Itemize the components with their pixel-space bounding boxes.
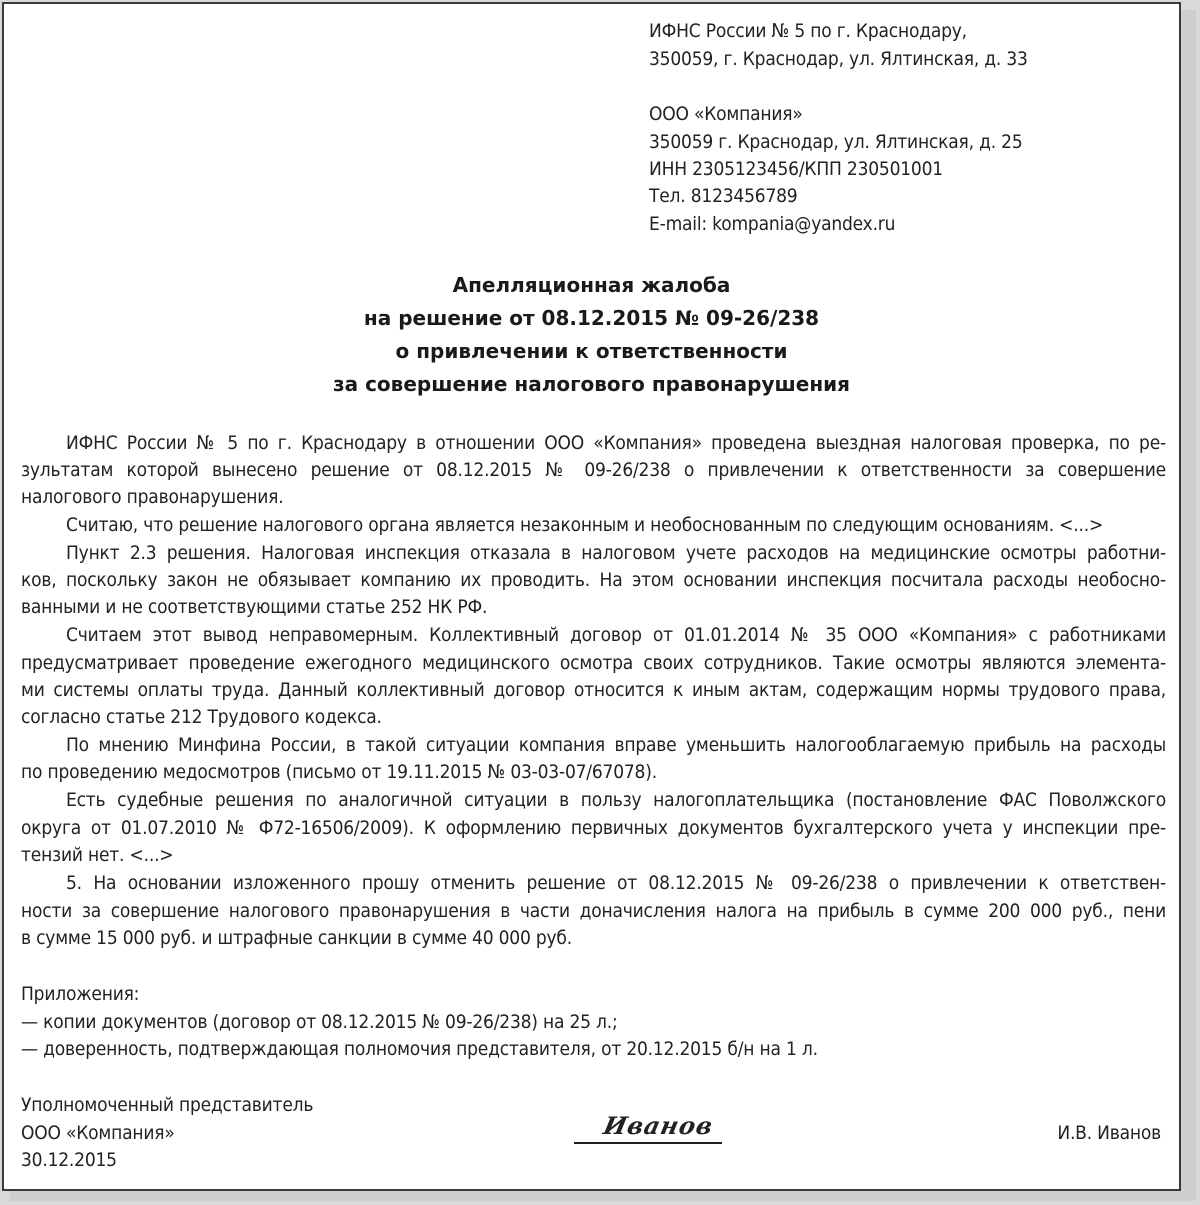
sender-line: ООО «Компания» (649, 103, 803, 125)
title-line: о привлечении к ответственности (395, 339, 788, 363)
body-line: Пункт 2.3 решения. Налоговая инспекция отказала в налоговом учете расходов на медицинские осмотры работни- (66, 542, 1166, 564)
attachment-item: — доверенность, подтверждающая полномочия представителя, от 20.12.2015 б/н на 1 л. (21, 1038, 818, 1060)
document-page (2, 2, 1181, 1191)
body-line: округа от 01.07.2010 № Ф72-16506/2009). К оформлению первичных документов бухгалтерского учета у инспекции пре- (21, 817, 1166, 839)
signatory-name: И.В. Иванов (1057, 1122, 1161, 1144)
body-line: тензий нет. <...> (21, 844, 174, 866)
signature-underline (574, 1142, 722, 1144)
body-line: ванными и не соответствующими статье 252 НК РФ. (21, 596, 488, 618)
title-line: на решение от 08.12.2015 № 09-26/238 (363, 306, 820, 330)
title-line: Апелляционная жалоба (452, 273, 731, 297)
body-line: предусматривает проведение ежегодного медицинского осмотра своих сотрудников. Такие осмотры являются элемента- (21, 652, 1166, 674)
sender-email: E-mail: kompania@yandex.ru (649, 213, 896, 235)
body-line: налогового правонарушения. (21, 486, 284, 508)
sender-line: ИНН 2305123456/КПП 230501001 (649, 158, 943, 180)
body-line: По мнению Минфина России, в такой ситуации компания вправе уменьшить налогооблагаемую прибыль на расходы (66, 734, 1166, 756)
sender-line: Тел. 8123456789 (649, 185, 798, 207)
body-line: Считаем этот вывод неправомерным. Коллективный договор от 01.01.2014 № 35 ООО «Компания» с работниками (66, 624, 1166, 646)
signature-date: 30.12.2015 (21, 1149, 117, 1171)
body-line: согласно статье 212 Трудового кодекса. (21, 706, 382, 728)
body-line: в сумме 15 000 руб. и штрафные санкции в сумме 40 000 руб. (21, 927, 572, 949)
body-line: Считаю, что решение налогового органа является незаконным и необоснованным по следующим основаниям. <...> (66, 514, 1104, 536)
recipient-line: 350059, г. Краснодар, ул. Ялтинская, д. 33 (649, 48, 1028, 70)
title-line: за совершение налогового правонарушения (333, 372, 850, 396)
signatory-role: Уполномоченный представитель (21, 1094, 314, 1116)
body-line: 5. На основании изложенного прошу отменить решение от 08.12.2015 № 09-26/238 о привлечении к ответствен- (66, 872, 1166, 894)
attachments-heading: Приложения: (21, 983, 140, 1005)
recipient-line: ИФНС России № 5 по г. Краснодару, (649, 20, 967, 42)
handwritten-signature: Иванов (600, 1111, 717, 1140)
sender-line: 350059 г. Краснодар, ул. Ялтинская, д. 25 (649, 131, 1023, 153)
signatory-company: ООО «Компания» (21, 1122, 175, 1144)
body-line: Есть судебные решения по аналогичной ситуации в пользу налогоплательщика (постановление ФАС Поволжского (66, 789, 1166, 811)
body-line: по проведению медосмотров (письмо от 19.11.2015 № 03-03-07/67078). (21, 761, 657, 783)
body-line: ми системы оплаты труда. Данный коллективный договор относится к иным актам, содержащим нормы трудового права, (21, 679, 1166, 701)
body-line: ИФНС России № 5 по г. Краснодару в отношении ООО «Компания» проведена выездная налоговая проверка, по ре- (66, 432, 1166, 454)
body-line: ности за совершение налогового правонарушения в части доначисления налога на прибыль в сумме 200 000 руб., пени (21, 900, 1166, 922)
attachment-item: — копии документов (договор от 08.12.2015 № 09-26/238) на 25 л.; (21, 1011, 618, 1033)
body-line: ков, поскольку закон не обязывает компанию их проводить. На этом основании инспекция посчитала расходы необосно- (21, 569, 1166, 591)
body-line: зультатам которой вынесено решение от 08.12.2015 № 09-26/238 о привлечении к ответственности за совершение (21, 459, 1166, 481)
